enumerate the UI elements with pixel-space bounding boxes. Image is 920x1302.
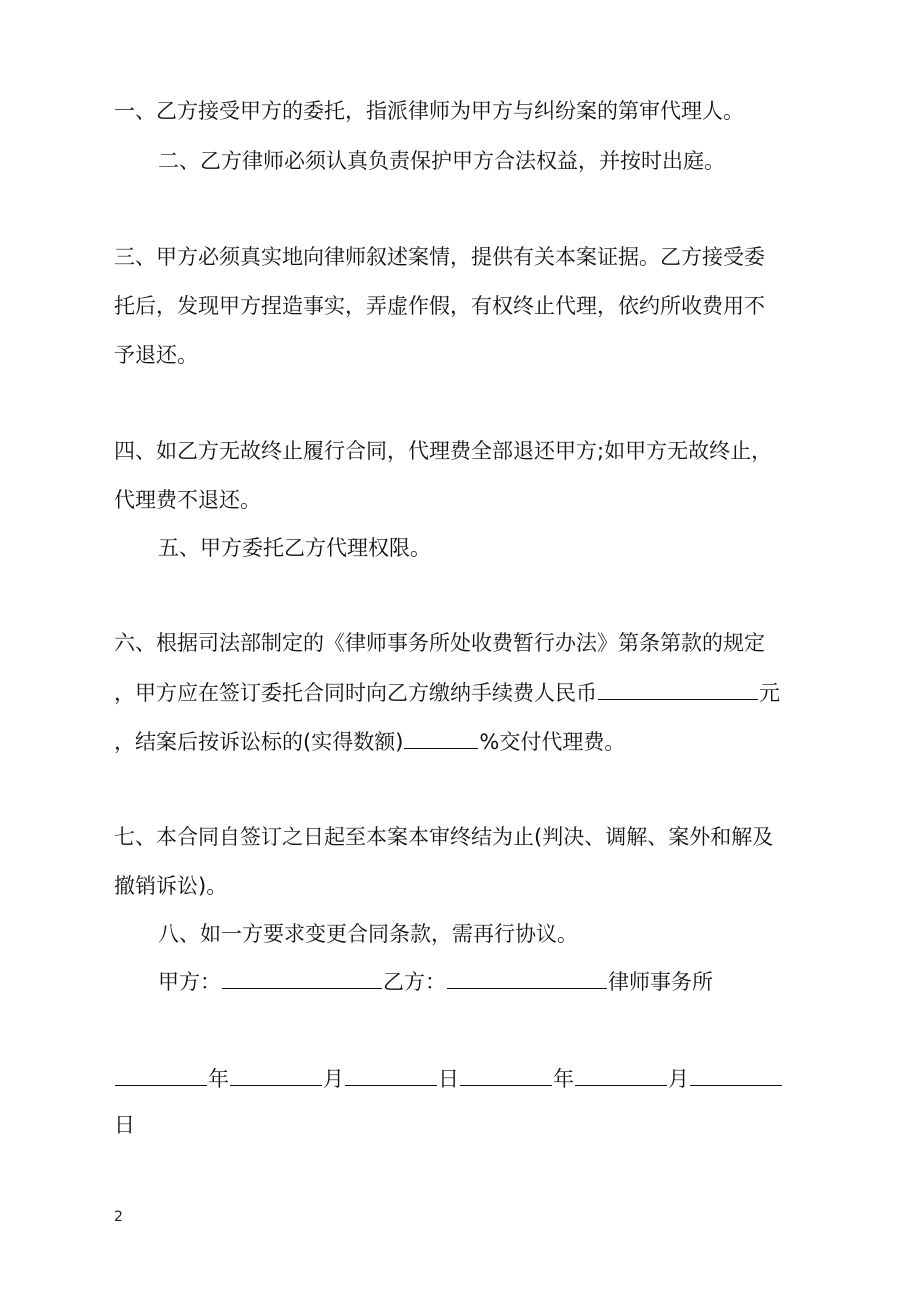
clause-3-line-2: 托后，发现甲方捏造事实，弄虚作假，有权终止代理，依约所收费用不 bbox=[114, 294, 765, 318]
party-b-label: 乙方： bbox=[383, 970, 446, 994]
date-line bbox=[114, 1063, 783, 1094]
page-number: 2 bbox=[114, 1209, 123, 1225]
clause-4-line-2: 代理费不退还。 bbox=[114, 488, 261, 512]
party-a-blank[interactable] bbox=[222, 966, 382, 989]
clause-6-fee-text: ，甲方应在签订委托合同时向乙方缴纳手续费人民币 bbox=[114, 681, 597, 705]
clause-4-line-1: 四、如乙方无故终止履行合同，代理费全部退还甲方;如甲方无故终止， bbox=[114, 439, 773, 463]
day-label: 日 bbox=[438, 1067, 459, 1091]
clause-7-line-1: 七、本合同自签订之日起至本案本审终结为止(判决、调解、案外和解及 bbox=[114, 825, 774, 849]
party-a-day-blank[interactable] bbox=[345, 1063, 437, 1086]
party-a-year-blank[interactable] bbox=[115, 1063, 207, 1086]
clause-7-line-2: 撤销诉讼)。 bbox=[114, 874, 228, 898]
clause-6-line-1: 六、根据司法部制定的《律师事务所处收费暂行办法》第条第款的规定 bbox=[114, 631, 765, 655]
year-label: 年 bbox=[208, 1067, 229, 1091]
percentage-blank[interactable] bbox=[404, 726, 478, 749]
party-a-label: 甲方： bbox=[158, 970, 221, 994]
currency-unit: 元 bbox=[759, 681, 780, 705]
month-label: 月 bbox=[323, 1067, 344, 1091]
clause-6-settlement-text: ，结案后按诉讼标的(实得数额) bbox=[114, 730, 404, 754]
clause-1: 一、乙方接受甲方的委托，指派律师为甲方与纠纷案的第审代理人。 bbox=[114, 99, 744, 123]
signature-line bbox=[158, 966, 713, 997]
clause-6-percent-text: %交付代理费。 bbox=[479, 730, 626, 754]
party-b-year-blank[interactable] bbox=[460, 1063, 552, 1086]
party-b-blank[interactable] bbox=[447, 966, 607, 989]
party-a-month-blank[interactable] bbox=[230, 1063, 322, 1086]
clause-5: 五、甲方委托乙方代理权限。 bbox=[158, 536, 431, 560]
clause-2: 二、乙方律师必须认真负责保护甲方合法权益，并按时出庭。 bbox=[158, 149, 725, 173]
month-label-2: 月 bbox=[668, 1067, 689, 1091]
fee-amount-blank[interactable] bbox=[598, 677, 758, 700]
clause-3-line-1: 三、甲方必须真实地向律师叙述案情，提供有关本案证据。乙方接受委 bbox=[114, 245, 765, 269]
clause-6-line-3 bbox=[114, 726, 625, 757]
date-line-day-wrap: 日 bbox=[114, 1113, 135, 1137]
party-b-month-blank[interactable] bbox=[575, 1063, 667, 1086]
party-b-day-blank[interactable] bbox=[690, 1063, 782, 1086]
firm-suffix: 律师事务所 bbox=[608, 970, 713, 994]
clause-6-line-2 bbox=[114, 677, 780, 708]
clause-3-line-3: 予退还。 bbox=[114, 343, 198, 367]
clause-8: 八、如一方要求变更合同条款，需再行协议。 bbox=[158, 922, 578, 946]
year-label-2: 年 bbox=[553, 1067, 574, 1091]
